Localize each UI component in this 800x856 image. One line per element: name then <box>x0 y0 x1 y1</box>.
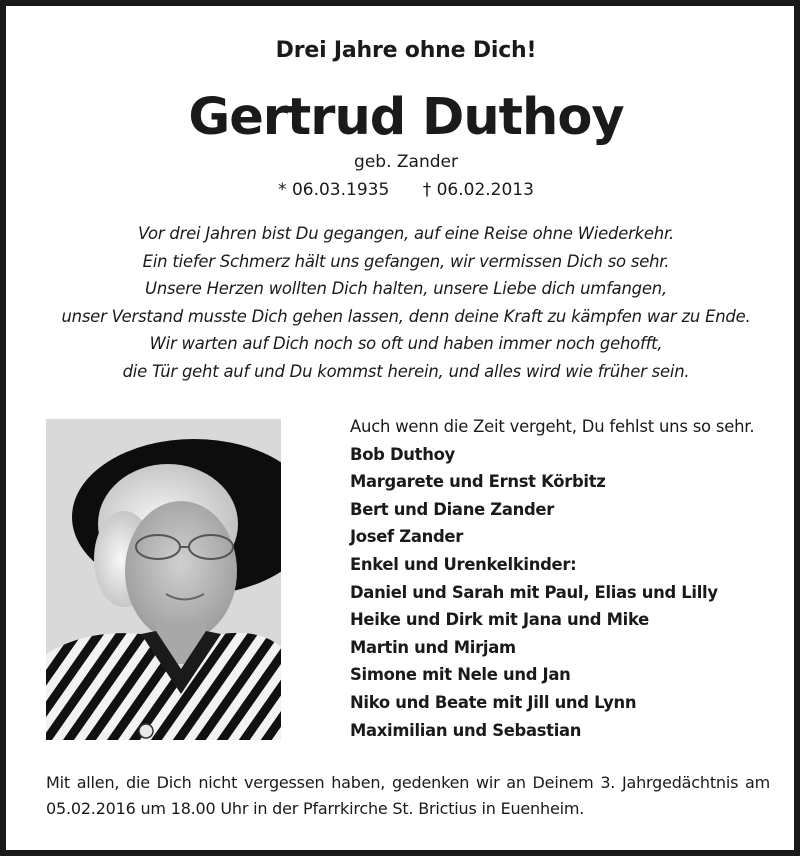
memorial-service-text: Mit allen, die Dich nicht vergessen haben, gedenken wir an Deinem 3. Jahrgedächtnis am 05.02.2016 um 18.00 Uhr in der Pfarrkirche St. Brictius in Euenheim. <box>46 773 770 818</box>
poem-line: Vor drei Jahren bist Du gegangen, auf eine Reise ohne Wiederkehr. <box>137 224 675 243</box>
mourner-name: Heike und Dirk mit Jana und Mike <box>350 610 649 630</box>
deceased-name: Gertrud Duthoy <box>188 88 624 147</box>
mourner-name: Maximilian und Sebastian <box>350 720 582 740</box>
poem-line: die Tür geht auf und Du kommst herein, und alles wird wie früher sein. <box>122 361 690 381</box>
mourner-name: Bob Duthoy <box>350 444 455 464</box>
poem-line: Wir warten auf Dich noch so oft und haben immer noch gehofft, <box>149 334 663 354</box>
mourner-name: Margarete und Ernst Körbitz <box>350 472 606 492</box>
poem-line: unser Verstand musste Dich gehen lassen, denn deine Kraft zu kämpfen war zu Ende. <box>61 306 751 326</box>
portrait-photo-icon <box>46 419 281 740</box>
poem-line: Unsere Herzen wollten Dich halten, unsere Liebe dich umfangen, <box>145 279 667 299</box>
mourner-name: Simone mit Nele und Jan <box>350 665 571 685</box>
mourner-name: Niko und Beate mit Jill und Lynn <box>350 692 637 712</box>
birth-date: * 06.03.1935 <box>278 180 390 200</box>
life-dates <box>6 180 800 200</box>
poem-line: Ein tiefer Schmerz hält uns gefangen, wir vermissen Dich so sehr. <box>142 251 670 271</box>
maiden-name: geb. Zander <box>354 152 458 172</box>
mourner-name: Josef Zander <box>350 527 464 547</box>
mourner-group-heading: Enkel und Urenkelkinder: <box>350 554 577 574</box>
anniversary-heading: Drei Jahre ohne Dich! <box>275 38 537 63</box>
mourners-list <box>350 413 770 744</box>
mourner-name: Martin und Mirjam <box>350 637 516 657</box>
mourners-intro: Auch wenn die Zeit vergeht, Du fehlst uns so sehr. <box>350 417 755 436</box>
mourner-name: Daniel und Sarah mit Paul, Elias und Lilly <box>350 582 718 602</box>
mourner-name: Bert und Diane Zander <box>350 499 555 519</box>
poem <box>46 220 766 386</box>
death-date: † 06.02.2013 <box>422 180 534 200</box>
